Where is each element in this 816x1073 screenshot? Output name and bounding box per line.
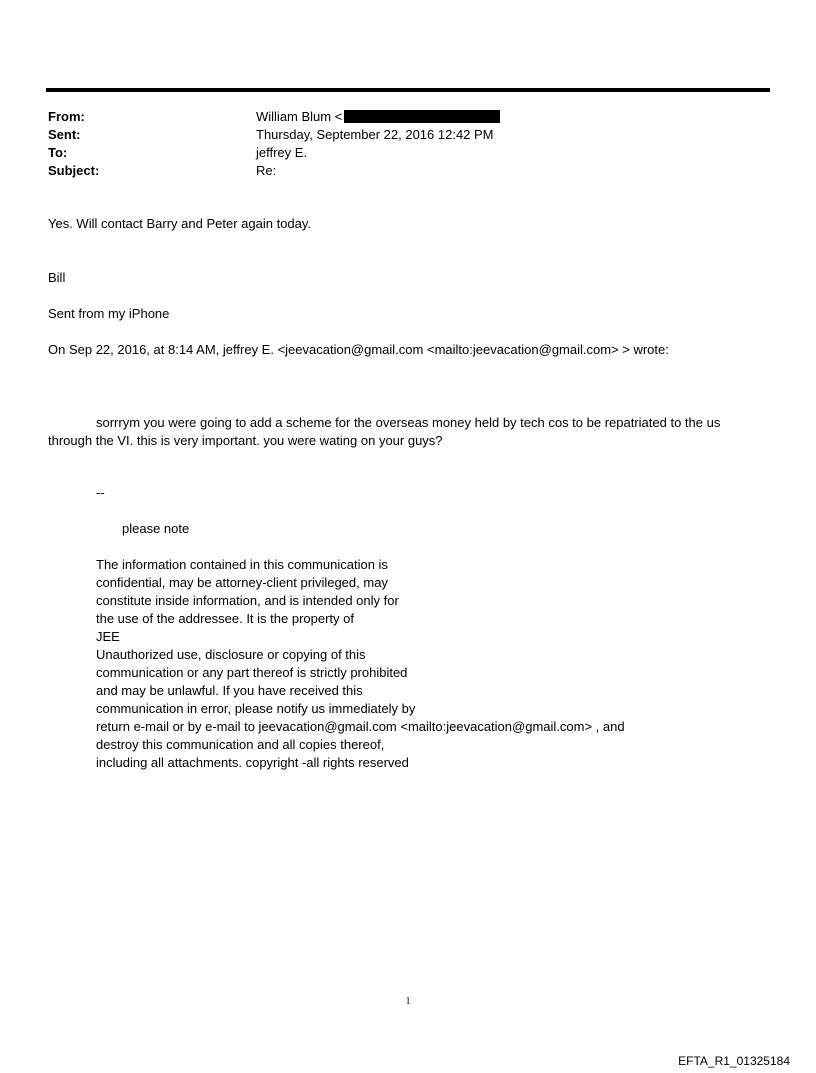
to-value: jeffrey E. bbox=[256, 145, 308, 160]
sent-from: Sent from my iPhone bbox=[48, 306, 170, 321]
disclaimer bbox=[96, 556, 625, 772]
sent-row bbox=[48, 126, 768, 144]
quoted-line-1 bbox=[48, 414, 768, 432]
disclaimer-line: return e-mail or by e-mail to jeevacation@gmail.com <mailto:jeevacation@gmail.com> , and bbox=[96, 719, 625, 734]
disclaimer-line: constitute inside information, and is intended only for bbox=[96, 593, 399, 608]
separator: -- bbox=[96, 485, 105, 500]
subject-label: Subject: bbox=[48, 163, 100, 178]
page-number: 1 bbox=[405, 996, 411, 1007]
disclaimer-line: communication in error, please notify us immediately by bbox=[96, 701, 416, 716]
from-value bbox=[256, 108, 500, 126]
subject-row bbox=[48, 162, 768, 180]
disclaimer-line: Unauthorized use, disclosure or copying of this bbox=[96, 647, 366, 662]
reply-line: Yes. Will contact Barry and Peter again today. bbox=[48, 216, 312, 231]
disclaimer-line: The information contained in this communication is bbox=[96, 557, 388, 572]
disclaimer-line: communication or any part thereof is strictly prohibited bbox=[96, 665, 408, 680]
disclaimer-line: confidential, may be attorney-client privileged, may bbox=[96, 575, 388, 590]
disclaimer-line: JEE bbox=[96, 629, 120, 644]
quoted-line-2: through the VI. this is very important. you were wating on your guys? bbox=[48, 433, 443, 448]
disclaimer-line: including all attachments. copyright -all rights reserved bbox=[96, 755, 409, 770]
from-name: William Blum < bbox=[256, 109, 343, 124]
please-note: please note bbox=[122, 521, 190, 536]
signoff: Bill bbox=[48, 270, 66, 285]
disclaimer-line: destroy this communication and all copies thereof, bbox=[96, 737, 385, 752]
disclaimer-line: the use of the addressee. It is the property of bbox=[96, 611, 354, 626]
document-id: EFTA_R1_01325184 bbox=[678, 1054, 790, 1068]
quote-intro: On Sep 22, 2016, at 8:14 AM, jeffrey E. <jeevacation@gmail.com <mailto:jeevacation@gmail.com> > wrote: bbox=[48, 342, 669, 357]
to-row bbox=[48, 144, 768, 162]
redaction-bar bbox=[344, 110, 500, 123]
quoted-text-1: sorrrym you were going to add a scheme for the overseas money held by tech cos to be repatriated to the us bbox=[96, 415, 721, 430]
sent-label: Sent: bbox=[48, 127, 81, 142]
header-rule bbox=[46, 88, 770, 92]
quoted-paragraph bbox=[48, 414, 768, 450]
from-label: From: bbox=[48, 109, 85, 124]
disclaimer-line: and may be unlawful. If you have received this bbox=[96, 683, 363, 698]
email-header bbox=[48, 108, 768, 180]
from-row bbox=[48, 108, 768, 126]
subject-value: Re: bbox=[256, 163, 277, 178]
to-label: To: bbox=[48, 145, 68, 160]
sent-value: Thursday, September 22, 2016 12:42 PM bbox=[256, 127, 494, 142]
